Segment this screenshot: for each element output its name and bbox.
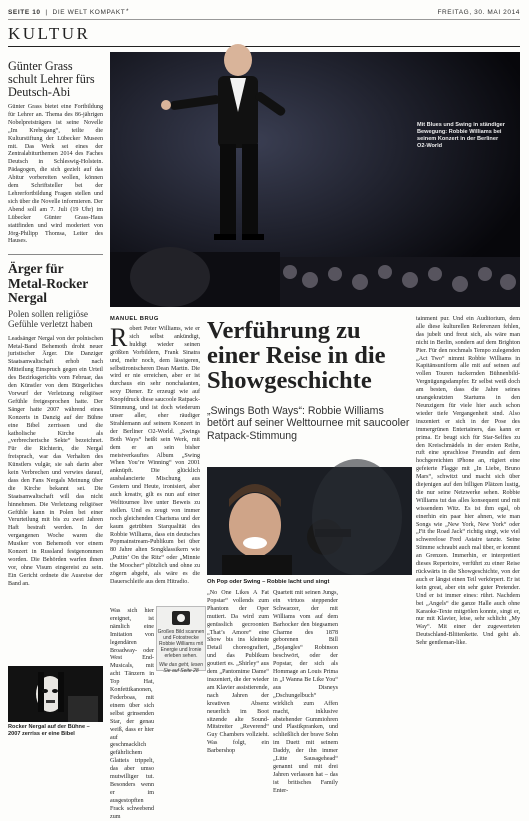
edition-marker: * — [126, 8, 130, 15]
article-col1-text: obert Peter Williams, wie er sich selbst ankündigt, huldigt wieder seinen größten Vorbildern, Frank Sinatra und, mehr noch, dem lässigeren, selbstironischeren Dean Martin. Die wird er nie erreichen, aber er ist durchaus ein sehr nonchalanten, sexy Diener. Er erzeugt wie auf Knopfdruck diese saucoole Ratpack-Stimmung, und ist doch wiederum unser aller, eher räudiger Strahlemann auf seinem Konzert in der Berliner O2-World. „Swings Both Ways“ heißt sein Werk, mit dem er an sein bisher meistverkauftes Album „Swing When You’re Winning“ von 2001 anknüpft. Die glücklich ausbalancierte Mischung aus Gestern und Heute, ironisiert, aber auch kreativ, gilt es nun auf einer Welttournee live unter Beweis zu stellen. Und es zeugt von immer noch gleichenden Charisma und der kaum getrübten Starqualität des Robbie Williams, dass ein deutsches Popmainstream-Publikum bei über 80 Jahre alten Songklassikern wie „Puttin’ On the Ritz“ oder „Minnie the Moocher“ plötzlich und ohne zu zögern abgeht, als wäre es die Dauerschleife aus dem Hitradio. — [110, 326, 200, 585]
grass-body: Günter Grass bietet eine Fortbildung für Lehrer an. Thema des 86-jährigen Nobelpreisträgers ist seine Novelle „Im Krebsgang“, teilte die Kulturstiftung der Lübecker Museen mit. Das Werk sei eines der Zentralabiturthemen 2014 des Faches Deutsch in Schleswig-Holstein. Pädagogen, die sich gezielt auf das Abitur vorbereiten wollen, können dem Schriftsteller bei der Lehrerfortbildung Fragen stellen und sich über die Novelle informieren. Der Abend soll am 7. Juli (19 Uhr) im Lübecker Günter Grass-Haus stattfinden und wird moderiert von Jörg-Philipp Thomsa, Leiter des Hauses. — [8, 104, 103, 245]
article-deck: „Swings Both Ways“: Robbie Williams betört auf seiner Welttournee mit saucooler Ratpack-Stimmung — [207, 405, 410, 442]
nergal-photo — [8, 666, 103, 722]
article-column-4: tainment pur. Und ein Auditorium, dem alle diese kulturellen Referenzen fehlen, das jubelt und freut sich, als wäre man nicht in Berlin, sondern auf dem Brighton Pier. Für den nochmals Tempo zulegenden „Act Two“ nimmt Robbie Williams in Kapitänsuniform alle mit auf seinen auf vollen Touren tuckernden Bühnenbild-Vergnügungsdampfer. Er selbst weiß doch am besten, dass die Jahre seines unangekratzten Startums in den Neunzigern für viele hier auch schon wieder tiefe Vergangenheit sind. Also inszeniert er sich in der Pose des immergrünen Entertainers, das kann er prima. Er beugt sich für Star-Selfies zu den Kreischmädels in der ersten Reihe, ruft eine sprachlose Freundin auf dem hochgereichten iPhone an, rügiert eine gefeierte Flagge mit „In Liebe, Bruno Mars“, schwitzt und macht sich über diejenigen auf den billigen Plätzen lustig, die nur seine Netzwerke sehen. Robbie Williams tut das alles konsequent und mit wissendem Witz. Es ist ihm egal, ob einerhin ein paar hier ahnen, wie man Songs wie „New York, New York“ oder „Fit the Road Jack“ richtig singt, wie viel schwerelose Fred Astaire tanzte. Seine Stimme schraubt auch mal über, er kommt an Grenzen. Immerhin, er interpretiert dieses Repertoire, verführt zu einer Reise rückwärts in die Showgeschichte, von der auch er längst einen Teil verkörpert. Er ist kein great, aber ein sehr guter Pretender. Und er ist immer eines: rührt. Nachdem bei „Angels“ die ganze Halle auch ohne Karaoke-Texte mitgrölen konnte, singt er, nur mit Klavier, leise, sehr schlicht „My Way“. Mit einer der zugewerteten Deutschland-Bliitenkette. Und geht ab. Sehr gentleman-like. — [416, 316, 520, 647]
nergal-headline: Ärger für Metal-Rocker Nergal — [8, 261, 88, 306]
article-column-2: „No One Likes A Fat Popstar“ vollends zum Phantom der Oper mutiert. Da wird zum genüsslich gecroonten „That’s Amore“ eine Show bis ins kleinste Detail choreografiert, und das Publikum goutiert es. „Shirley“ aus dem „Pantomime Dame“ inszeniert, die der wieder am Klavier assistierende, nach Jahren der kreativen Absenz neuerlich im Boot sitzende alte Sound-Mitstreiter „Reverend“ Guy Chambers vollzieht. Was folgt, ein Barbershop — [207, 590, 269, 755]
drop-cap: R — [110, 323, 128, 352]
promo-hint: Wie das geht, lesen Sie auf Seite 28 — [159, 661, 203, 674]
nergal-body: Leadsänger Nergal von der polnischen Metal-Band Behemoth droht neuer juristischer Ärger. Die Danziger Staatsanwaltschaft erhob nach Mitteilung Einspruch gegen ein Urteil des Bezirksgerichts vom Februar, das den Künstler von dem Bürgerliches Vorwurf der Verletzung religiöser Gefühle freigesprochen hatte. Der Sänger hatte 2007 während eines Konzerts in Danzig auf der Bühne eine Bibel zerrissen und die katholische Kirche als „verbrecherische Sekte“ bezeichnet. Für die Richterin, die Nergal freisprach, war das Verhalten des Künstlers vulgär, sie sah darin aber kein Verbrechen und verwies darauf, dass den Fans Nergals Meinung über die Kirche bekannt sei. Die Staatsanwaltschaft will das nicht hinnehmen. Die Verletzung religiöser Gefühle kann in Polen bei einer Verurteilung mit bis zu zwei Jahren Haft bestraft werden. In der vergangenen Woche waren die Musiker von Behemoth vor einem Konzert in Russland festgenommen worden. Die Behörden warfen ihnen vor, ohne Visum eingereist zu sein. Ein Gericht ordnete die Ausreise der Band an. — [8, 335, 103, 587]
nergal-subtitle: Polen sollen religiöse Gefühle verletzt haben — [8, 309, 93, 331]
nergal-photo-caption: Rocker Nergal auf der Bühne – 2007 zerriss er eine Bibel — [8, 724, 90, 737]
article-column-1 — [110, 323, 200, 587]
article-column-3: Quartett mit seinen Jungs, ein virtuos steppender Schwarzer, der mit Williams vom auf dem Barhocker den biegsamen Charme des 1878 geborenen Bill „Bojangles“ Robinson beschwört, oder der Popstar, der sich als Hommage an Louis Prima in „I Wanna Be Like You“ aus Disneys „Dschungelbuch“ wirklich zum Affen macht, inklusive abstehender Gummiohren und Plastikpranken, und schließlich der brave Sohn im Duett mit seinem Daddy, der ihn immer „Litte Sausagehead“ genannt und mit drei Jahren verlassen hat – das ist britisches Family Enter- — [273, 590, 338, 794]
grass-headline: Günter Grass schult Lehrer fürs Deutsch-Abi — [8, 59, 95, 99]
main-photo-caption: Mit Blues und Swing in ständiger Bewegung: Robbie Williams bei seinem Konzert in der Berliner O2-World — [417, 122, 505, 149]
promo-text: Großes Bild scannen und Fotostrecke Robbie Williams mit Energie und Ironie erleben sehen. — [157, 629, 205, 660]
section-title: KULTUR — [8, 24, 91, 43]
page-header — [8, 6, 520, 20]
robbie-concert-photo — [110, 52, 520, 307]
issue-date: FREITAG, 30. MAI 2014 — [437, 9, 520, 16]
article-headline: Verführung zu einer Reise in die Showgeschichte — [207, 317, 386, 394]
photo2-caption: Oh Pop oder Swing – Robbie lacht und singt — [207, 579, 330, 585]
article-column-1b: Was sich hier ereignet, ist nämlich eine Imitation von legendären Broadway- oder West End-Musicals, mit acht Tänzern in Top Hat, Konfettikanonen, Federboas, mit einem über sich selbst grinsenden Star, der genau weiß, dass er hier auf geschmacklich gefährlichem Glatteis trippelt, das aber umso mutwilliger tut. Besonders wenn er im ausgestopften Frack schwebend zum — [110, 608, 154, 820]
left-column — [8, 52, 103, 589]
camera-icon — [172, 611, 190, 625]
author-byline: MANUEL BRUG — [110, 316, 159, 322]
robbie-singing-photo — [207, 467, 412, 575]
section-rule — [8, 46, 520, 47]
column-divider — [8, 254, 103, 255]
page-number: SEITE 10 | DIE WELT KOMPAKT — [8, 9, 126, 16]
scan-promo-box — [156, 606, 206, 674]
